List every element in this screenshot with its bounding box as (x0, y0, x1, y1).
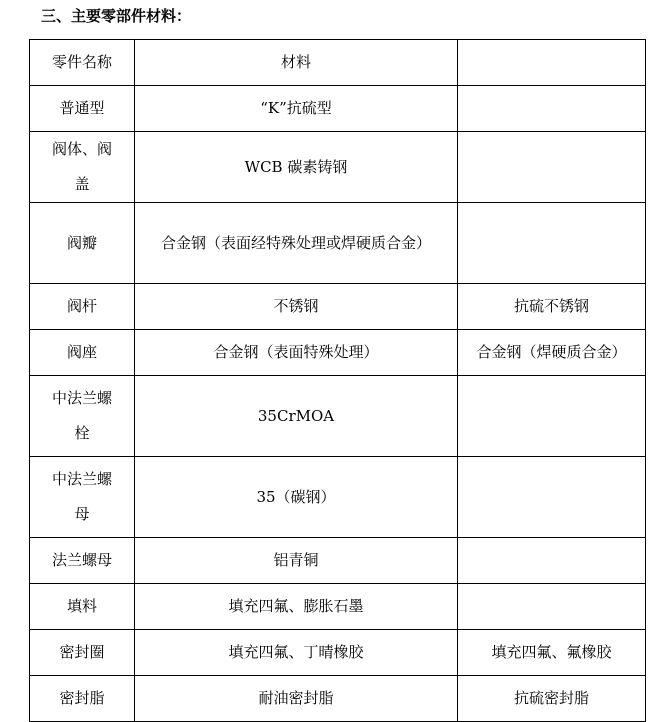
sulfur-resistant-material-cell: 抗硫不锈钢 (458, 284, 646, 330)
material-cell: 不锈钢 (135, 284, 458, 330)
sulfur-resistant-material-cell (458, 132, 646, 203)
sulfur-resistant-material-cell (458, 40, 646, 86)
sulfur-resistant-material-cell (458, 584, 646, 630)
part-name-cell: 阀体、阀盖 (30, 132, 135, 203)
part-name-cell: 中法兰螺栓 (30, 376, 135, 457)
part-name-cell: 密封脂 (30, 676, 135, 722)
table-row (30, 538, 646, 584)
table-row (30, 630, 646, 676)
material-cell: 材料 (135, 40, 458, 86)
sulfur-resistant-material-cell: 填充四氟、氟橡胶 (458, 630, 646, 676)
material-cell: 填充四氟、膨胀石墨 (135, 584, 458, 630)
table-row (30, 584, 646, 630)
material-cell: 合金钢（表面特殊处理） (135, 330, 458, 376)
materials-table (29, 39, 646, 722)
sulfur-resistant-material-cell (458, 457, 646, 538)
sulfur-resistant-material-cell (458, 86, 646, 132)
table-row (30, 676, 646, 722)
part-name-cell: 普通型 (30, 86, 135, 132)
table-row (30, 330, 646, 376)
sulfur-resistant-material-cell: 合金钢（焊硬质合金） (458, 330, 646, 376)
material-cell: WCB 碳素铸钢 (135, 132, 458, 203)
material-cell: 耐油密封脂 (135, 676, 458, 722)
sulfur-resistant-material-cell (458, 203, 646, 284)
material-cell: 35（碳钢） (135, 457, 458, 538)
material-cell: 35CrMOA (135, 376, 458, 457)
part-name-cell: 填料 (30, 584, 135, 630)
table-row (30, 284, 646, 330)
table-row (30, 457, 646, 538)
part-name-cell: 阀瓣 (30, 203, 135, 284)
material-cell: 合金钢（表面经特殊处理或焊硬质合金） (135, 203, 458, 284)
table-row (30, 203, 646, 284)
sulfur-resistant-material-cell (458, 538, 646, 584)
part-name-cell: 阀杆 (30, 284, 135, 330)
part-name-cell: 零件名称 (30, 40, 135, 86)
material-cell: 填充四氟、丁晴橡胶 (135, 630, 458, 676)
material-cell: 铝青铜 (135, 538, 458, 584)
part-name-cell: 阀座 (30, 330, 135, 376)
sulfur-resistant-material-cell (458, 376, 646, 457)
table-row (30, 132, 646, 203)
part-name-cell: 密封圈 (30, 630, 135, 676)
table-row (30, 376, 646, 457)
section-heading: 三、主要零部件材料： (41, 7, 192, 25)
part-name-cell: 法兰螺母 (30, 538, 135, 584)
table-row (30, 40, 646, 86)
material-cell: “K”抗硫型 (135, 86, 458, 132)
part-name-cell: 中法兰螺母 (30, 457, 135, 538)
table-row (30, 86, 646, 132)
sulfur-resistant-material-cell: 抗硫密封脂 (458, 676, 646, 722)
